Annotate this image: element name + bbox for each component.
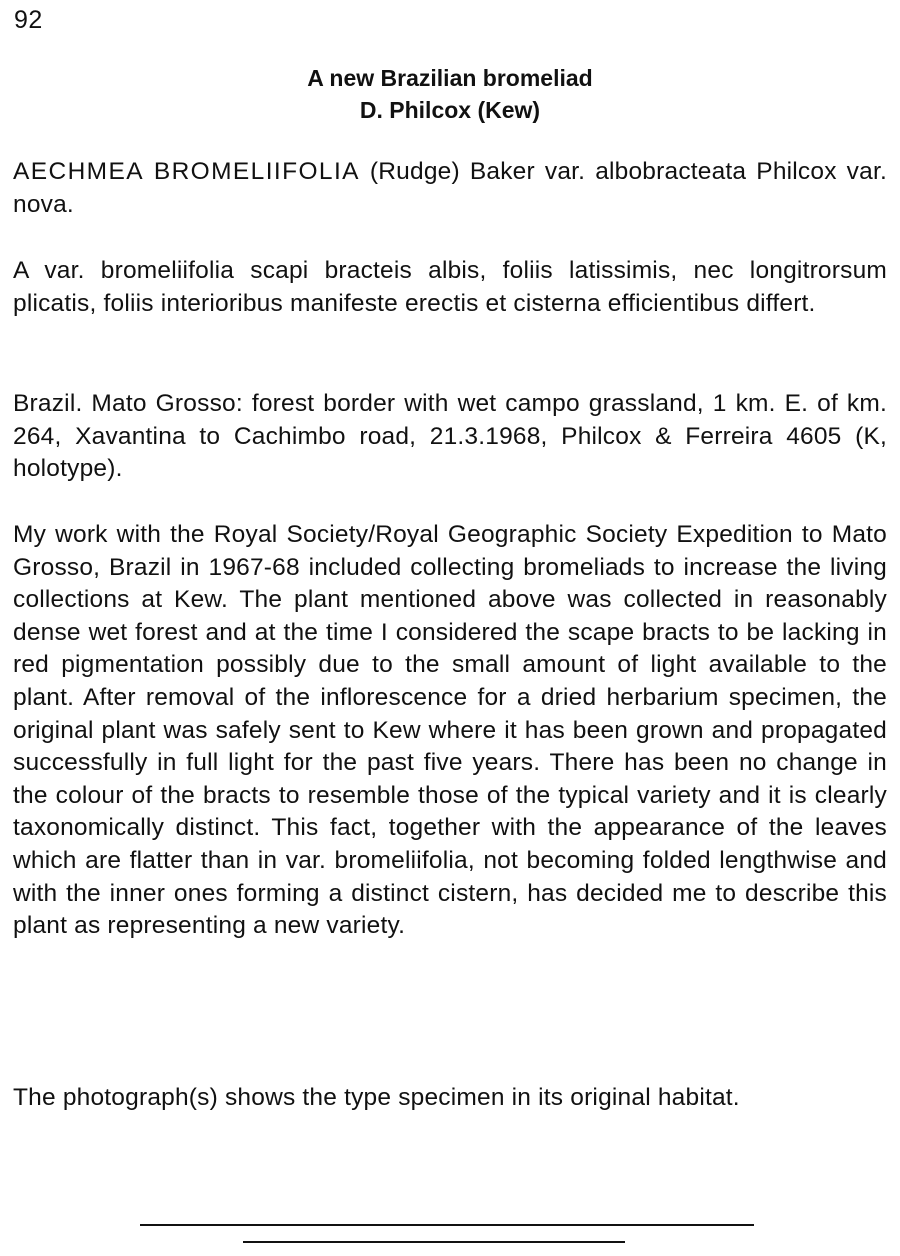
narrative-paragraph: My work with the Royal Society/Royal Geographic Society Expedition to Mato Grosso, Brazil in 1967-68 included collecting bromeliads to increase the living collections at Kew. The plant mentioned above was collected in reasonably dense wet forest and at the time I considered the scape bracts to be lacking in red pigmentation possibly due to the small amount of light available to the plant. After removal of the inflorescence for a dried herbarium specimen, the original plant was safely sent to Kew where it has been grown and propagated successfully in full light for the past five years. There has been no change in the colour of the bracts to resemble those of the typical variety and it is clearly taxonomically distinct. This fact, together with the appearance of the leaves which are flatter than in var. bromeliifolia, not becoming folded lengthwise and with the inner ones forming a distinct cistern, has decided me to describe this plant as representing a new variety. (13, 521, 887, 940)
taxon-name: AECHMEA BROMELIIFOLIA (13, 158, 360, 185)
article-header (0, 62, 900, 126)
article-title: A new Brazilian bromeliad (307, 65, 593, 91)
divider-rule-short (243, 1241, 625, 1243)
taxon-paragraph (13, 156, 887, 221)
article-author: D. Philcox (Kew) (359, 97, 541, 123)
page-number: 92 (14, 6, 43, 34)
photo-note-paragraph: The photograph(s) shows the type specimen in its original habitat. (13, 1084, 740, 1111)
locality-paragraph: Brazil. Mato Grosso: forest border with wet campo grassland, 1 km. E. of km. 264, Xavantina to Cachimbo road, 21.3.1968, Philcox & Ferreira 4605 (K, holotype). (13, 390, 887, 483)
diagnosis-paragraph: A var. bromeliifolia scapi bracteis albis, foliis latissimis, nec longitrorsum plicatis, foliis interioribus manifeste erectis et cisterna efficientibus differt. (13, 257, 887, 317)
taxon-authority: (Rudge) Baker var. albobracteata Philcox var. nova. (13, 158, 887, 218)
divider-rule-long (140, 1224, 754, 1226)
